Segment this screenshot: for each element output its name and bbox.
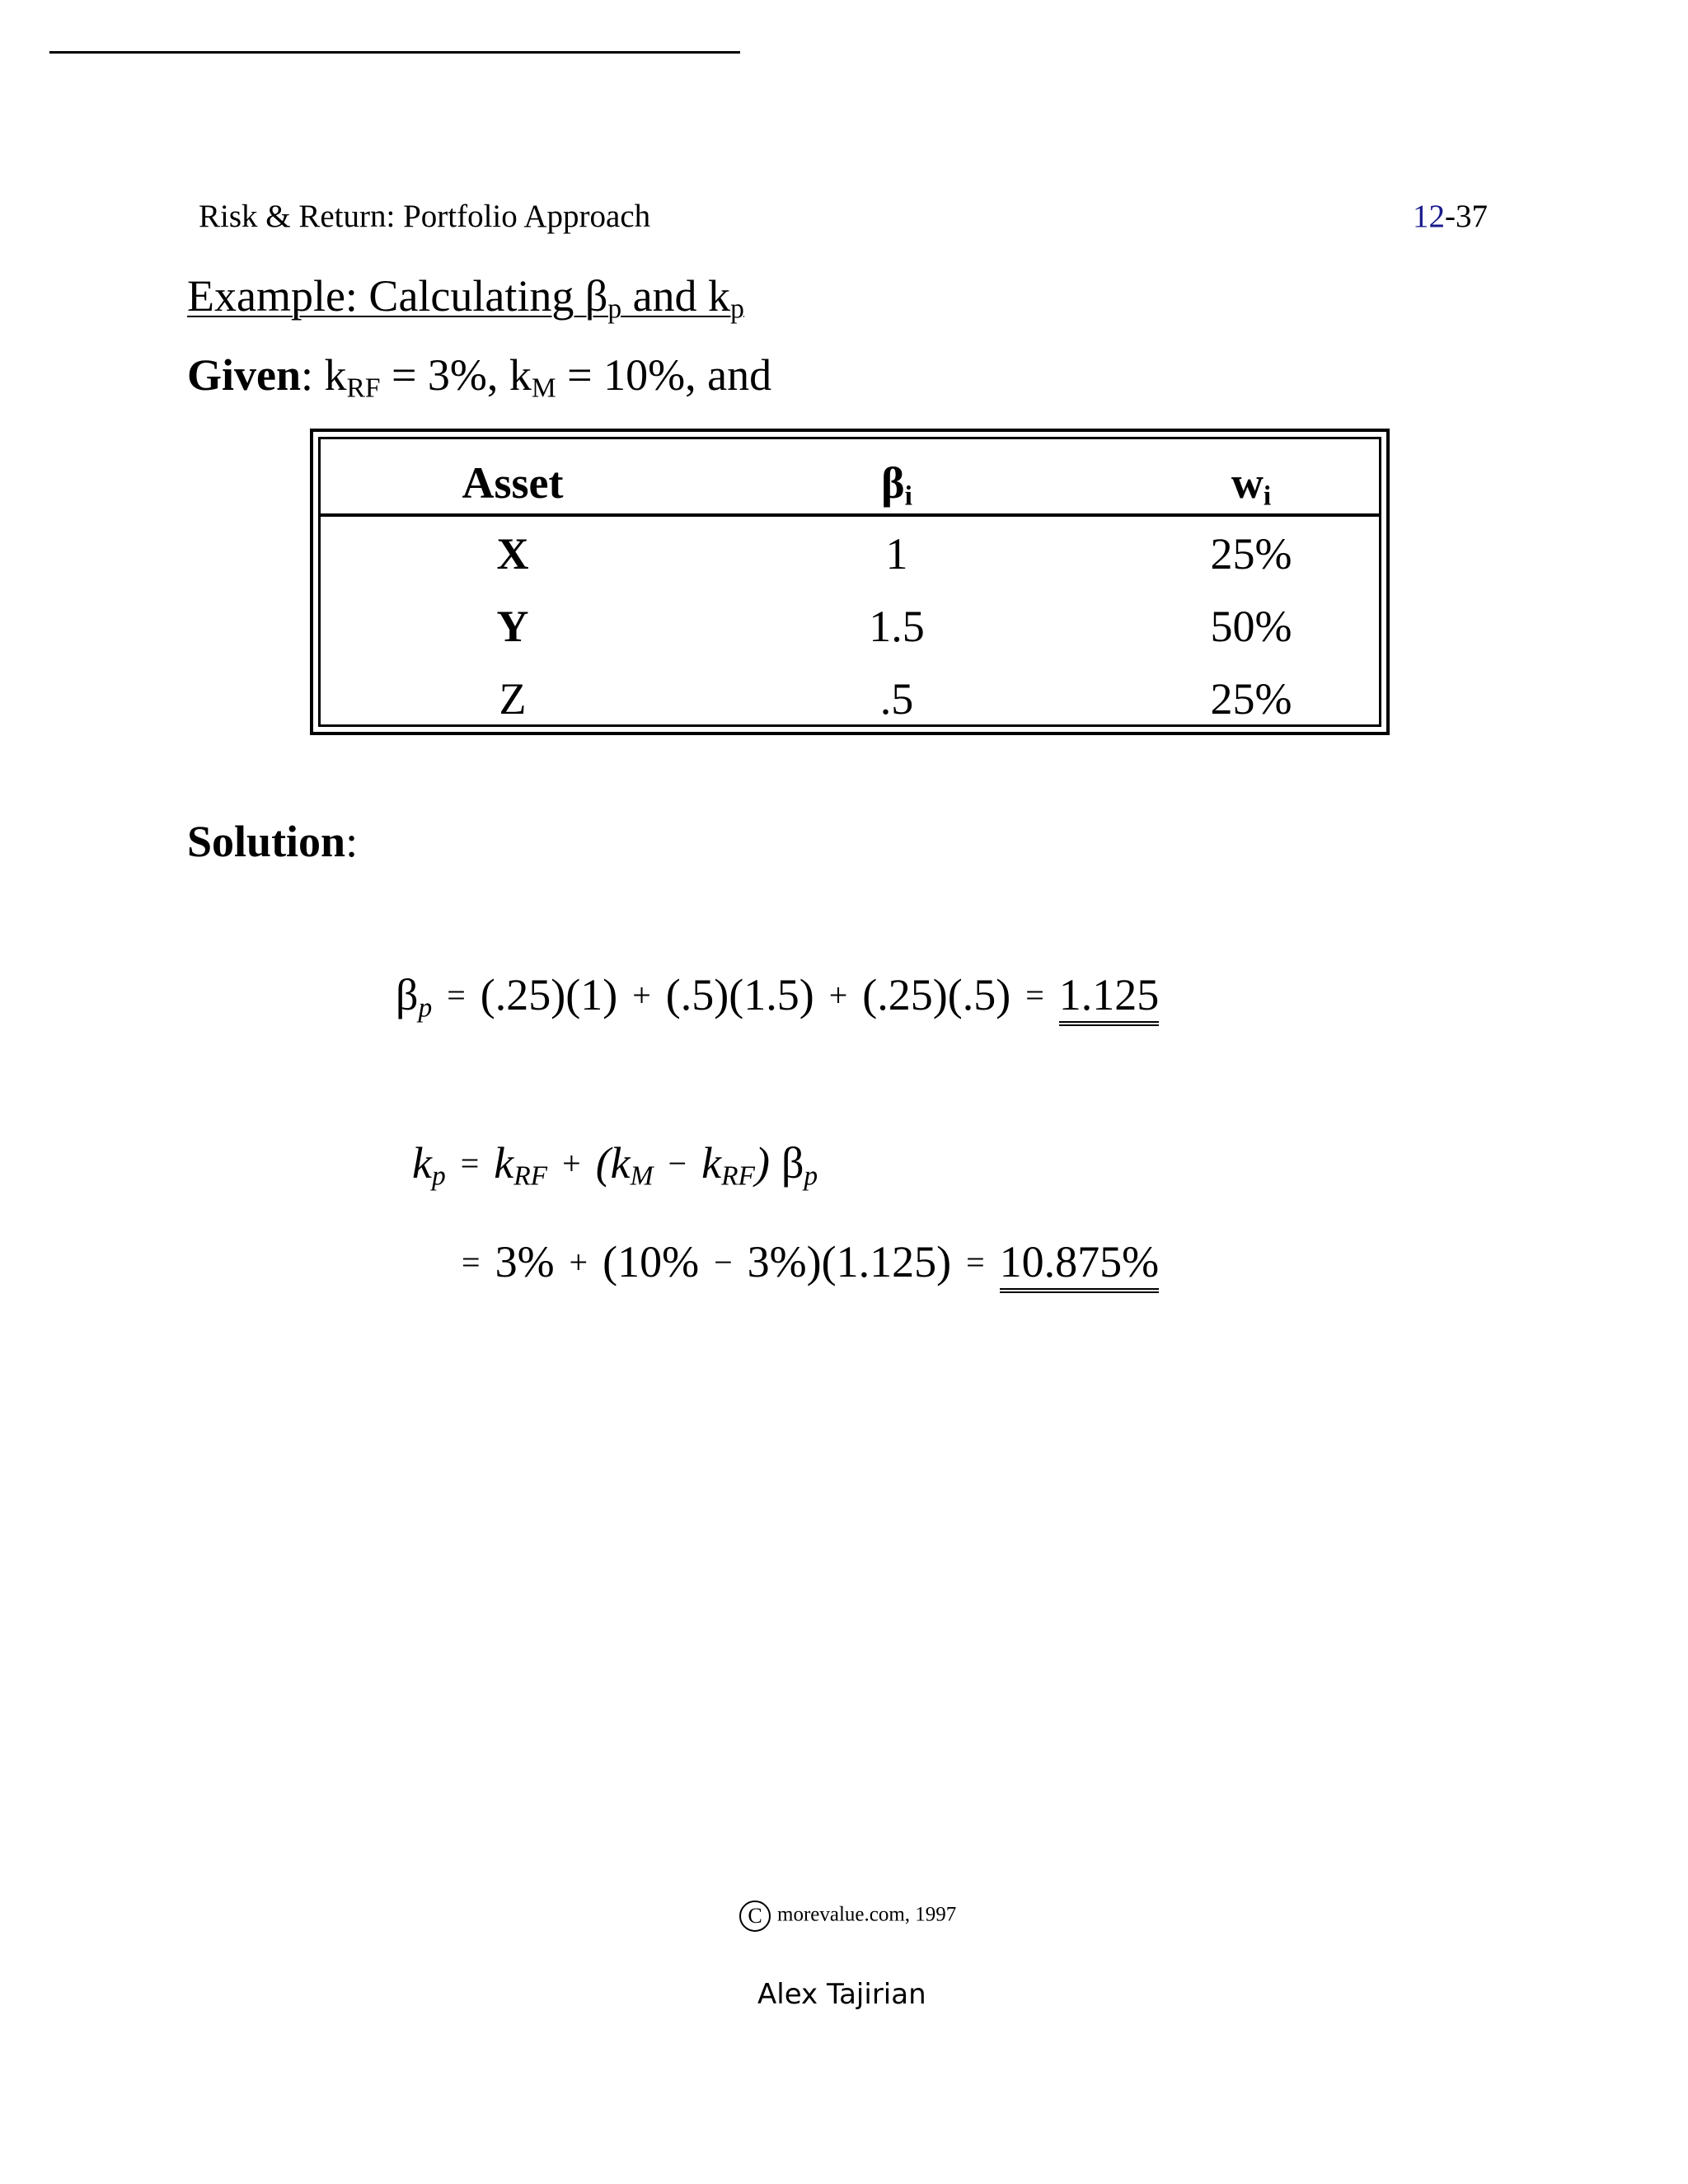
header-weight-symbol: w [1231, 458, 1264, 508]
asset-table-inner [318, 437, 1381, 727]
given-colon: : k [301, 350, 347, 400]
given-part3: = 10%, and [556, 350, 772, 400]
kp-formula [412, 1137, 818, 1192]
header-title: Risk & Return: Portfolio Approach [199, 199, 651, 234]
row-y-beta: 1.5 [869, 602, 925, 651]
kp-equals: = [460, 1145, 480, 1182]
asset-table [310, 429, 1390, 735]
copyright-line [739, 1900, 956, 1932]
kpc-result: 10.875% [1000, 1237, 1159, 1293]
kpc-term3: 3%)(1.125) [747, 1237, 952, 1286]
given-m-sub: M [531, 373, 556, 404]
kp-close: ) [754, 1138, 770, 1188]
kp-minus: − [668, 1145, 687, 1182]
beta-p-plus1: + [632, 977, 651, 1014]
row-y-asset: Y [496, 602, 529, 651]
kp-beta-sub: p [804, 1160, 818, 1192]
row-z-weight: 25% [1210, 674, 1292, 724]
kp-plus: + [562, 1145, 581, 1182]
kpc-equals2: = [966, 1244, 985, 1281]
header-beta [881, 457, 912, 512]
given-rf-sub: RF [346, 373, 381, 404]
kp-krf-sub: RF [513, 1160, 548, 1192]
kpc-plus: + [569, 1244, 588, 1281]
kp-krf: k [494, 1138, 514, 1188]
example-title [187, 270, 744, 325]
page-number [1413, 198, 1488, 235]
kp-lhs: k [412, 1138, 432, 1188]
kp-lhs-sub: p [431, 1160, 446, 1192]
beta-p-term1: (.25)(1) [480, 970, 618, 1019]
chapter-number: 12 [1413, 199, 1445, 234]
beta-p-equals: = [447, 977, 466, 1014]
kpc-term1: 3% [495, 1237, 555, 1286]
beta-p-subscript: p [607, 293, 622, 325]
row-z-asset: Z [499, 674, 527, 724]
row-y-weight: 50% [1210, 602, 1292, 651]
solution-label [187, 816, 358, 867]
top-rule [49, 51, 740, 54]
header-beta-sub: i [904, 480, 912, 512]
beta-p-result: 1.125 [1059, 970, 1160, 1026]
kp-krf2: k [701, 1138, 722, 1188]
row-x-beta: 1 [885, 529, 908, 579]
given-label: Given [187, 350, 302, 400]
header-asset: Asset [462, 458, 564, 508]
beta-p-term2: (.5)(1.5) [665, 970, 814, 1019]
page-suffix: -37 [1445, 199, 1488, 234]
kp-krf2-sub: RF [721, 1160, 755, 1192]
row-x-asset: X [496, 529, 529, 579]
beta-p-plus2: + [828, 977, 848, 1014]
kp-calculation [462, 1236, 1159, 1287]
kp-km-sub: M [630, 1160, 654, 1192]
beta-p-term3: (.25)(.5) [862, 970, 1011, 1019]
kp-subscript: p [730, 293, 744, 325]
table-header-rule [321, 513, 1379, 517]
copyright-text: morevalue.com, 1997 [777, 1903, 957, 1926]
row-x-weight: 25% [1210, 529, 1292, 579]
header-beta-symbol: β [881, 458, 905, 508]
kp-beta: β [781, 1138, 804, 1188]
kpc-equals: = [462, 1244, 481, 1281]
solution-colon: : [345, 817, 359, 866]
kpc-minus: − [714, 1244, 733, 1281]
kp-open: (k [595, 1138, 631, 1188]
beta-p-lhs: β [396, 970, 419, 1019]
example-title-mid: and k [621, 271, 731, 321]
beta-p-lhs-sub: p [418, 992, 433, 1024]
copyright-icon: C [739, 1900, 771, 1932]
header-weight-sub: i [1263, 480, 1272, 512]
kpc-term2: (10% [603, 1237, 700, 1286]
solution-label-text: Solution [187, 817, 346, 866]
example-title-prefix: Example: Calculating [187, 271, 585, 321]
given-part2: = 3%, k [380, 350, 532, 400]
given-line [187, 349, 772, 404]
beta-symbol: β [584, 271, 608, 321]
author-name: Alex Tajirian [757, 1978, 926, 2011]
row-z-beta: .5 [879, 674, 914, 724]
beta-portfolio-equation [396, 969, 1160, 1024]
header-weight [1231, 457, 1272, 512]
beta-p-equals2: = [1025, 977, 1044, 1014]
